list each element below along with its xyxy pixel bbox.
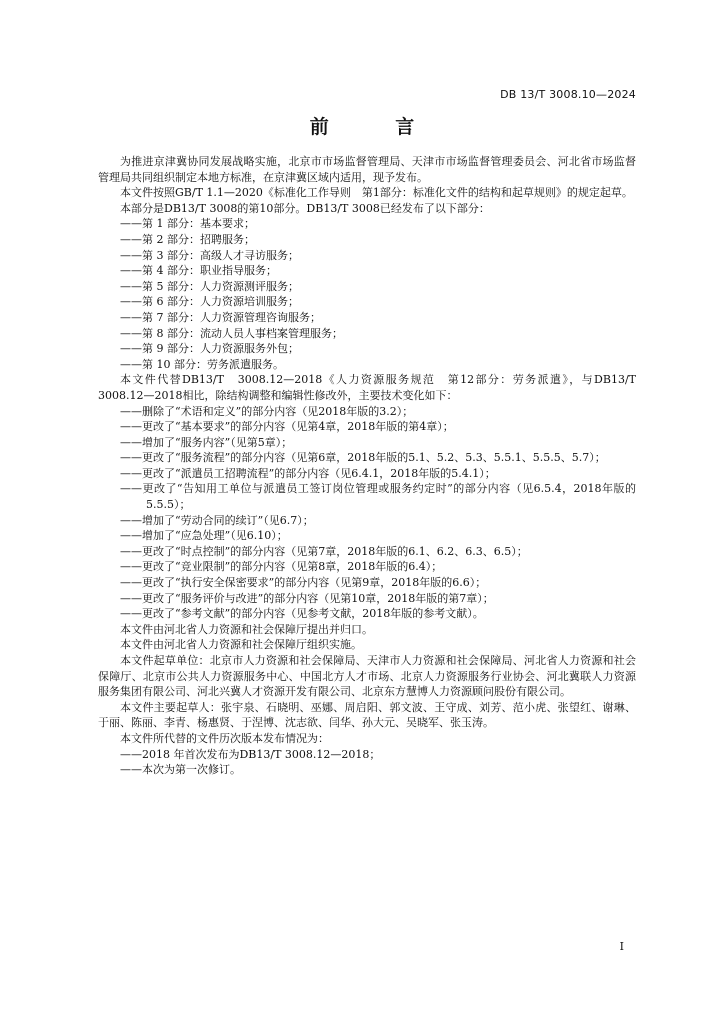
change-item: ——更改了“执行安全保密要求”的部分内容（见第9章，2018年版的6.6）； [120,576,487,590]
change-item: ——增加了“劳动合同的续订”（见6.7）； [120,513,314,527]
page-title: 前 言 [309,116,445,138]
change-item: ——更改了“参考文献”的部分内容（见参考文献，2018年版的参考文献）。 [120,607,484,621]
paragraph-history-intro: 本文件所代替的文件历次版本发布情况为： [120,731,329,745]
change-item: ——更改了“时点控制”的部分内容（见第7章，2018年版的6.1、6.2、6.3、6.5）； [120,544,528,558]
change-item: ——删除了“术语和定义”的部分内容（见2018年版的3.2）； [120,404,414,418]
paragraph-purpose: 为推进京津冀协同发展战略实施，北京市市场监督管理局、天津市市场监督管理委员会、河北省市场监督管理局共同组织制定本地方标准，在京津冀区域内适用，现予发布。 [98,155,636,184]
paragraph-drafters: 本文件主要起草人：张宇泉、石晓明、巫娜、周启阳、郭文波、王守成、刘芳、范小虎、张望红、谢琳、于丽、陈丽、李青、杨惠贤、于涅博、沈志欲、闫华、孙大元、吴晓军、张玉涛。 [98,700,636,730]
change-item: ——更改了“服务流程”的部分内容（见第6章，2018年版的5.1、5.2、5.3、5.5.1、5.5.5、5.7）； [120,451,606,465]
paragraph-drafting-units: 本文件起草单位：北京市人力资源和社会保障局、天津市人力资源和社会保障局、河北省人力资源和社会保障厅、北京市公共人力资源服务中心、中国北方人才市场、北京人力资源服务行业协会、河北冀联人力资源服务集团有限公司、河北兴冀人才资源开发有限公司、北京东方慧博人力资源顾问股份有限公司。 [98,654,636,699]
foreword-body [98,154,636,778]
list-item: ——第 1 部分：基本要求； [120,217,255,231]
paragraph-proposer: 本文件由河北省人力资源和社会保障厅提出并归口。 [120,622,373,636]
change-item: ——更改了“派遣员工招聘流程”的部分内容（见6.4.1，2018年版的5.4.1）； [120,466,496,480]
history-item: ——2018 年首次发布为DB13/T 3008.12—2018； [120,747,381,761]
change-item: ——增加了“服务内容”（见第5章）； [120,435,293,449]
change-item: ——更改了“基本要求”的部分内容（见第4章，2018年版的第4章）； [120,420,454,434]
list-item: ——第 10 部分：劳务派遣服务。 [120,357,284,371]
list-item: ——第 9 部分：人力资源服务外包； [120,342,299,356]
paragraph-implementer: 本文件由河北省人力资源和社会保障厅组织实施。 [120,638,362,652]
history-item: ——本次为第一次修订。 [120,763,241,777]
list-item: ——第 4 部分：职业指导服务； [120,264,277,278]
paragraph-part-intro: 本部分是DB13/T 3008的第10部分。DB13/T 3008已经发布了以下部分： [120,201,490,215]
list-item: ——第 7 部分：人力资源管理咨询服务； [120,310,321,324]
paragraph-drafting-rule: 本文件按照GB/T 1.1—2020《标准化工作导则 第1部分：标准化文件的结构和起草规则》的规定起草。 [120,186,633,200]
change-item: ——增加了“应急处理”（见6.10）； [120,529,288,543]
list-item: ——第 6 部分：人力资源培训服务； [120,295,299,309]
change-item: ——更改了“竞业限制”的部分内容（见第8章，2018年版的6.4）； [120,560,443,574]
list-item: ——第 5 部分：人力资源测评服务； [120,279,299,293]
list-item: ——第 2 部分：招聘服务； [120,232,255,246]
list-item: ——第 8 部分：流动人员人事档案管理服务； [120,326,343,340]
paragraph-replacement: 本文件代替DB13/T 3008.12—2018《人力资源服务规范 第12部分：劳务派遣》，与DB13/T 3008.12—2018相比，除结构调整和编辑性修改外，主要技术变化如下： [98,373,636,402]
page-number: I [619,940,624,953]
change-item: ——更改了“服务评价与改进”的部分内容（见第10章，2018年版的第7章）； [120,591,494,605]
document-code: DB 13/T 3008.10—2024 [500,88,636,101]
list-item: ——第 3 部分：高级人才寻访服务； [120,248,299,262]
change-item: ——更改了“告知用工单位与派遣员工签订岗位管理或服务约定时”的部分内容（见6.5.4，2018年版的5.5.5）； [120,482,636,512]
